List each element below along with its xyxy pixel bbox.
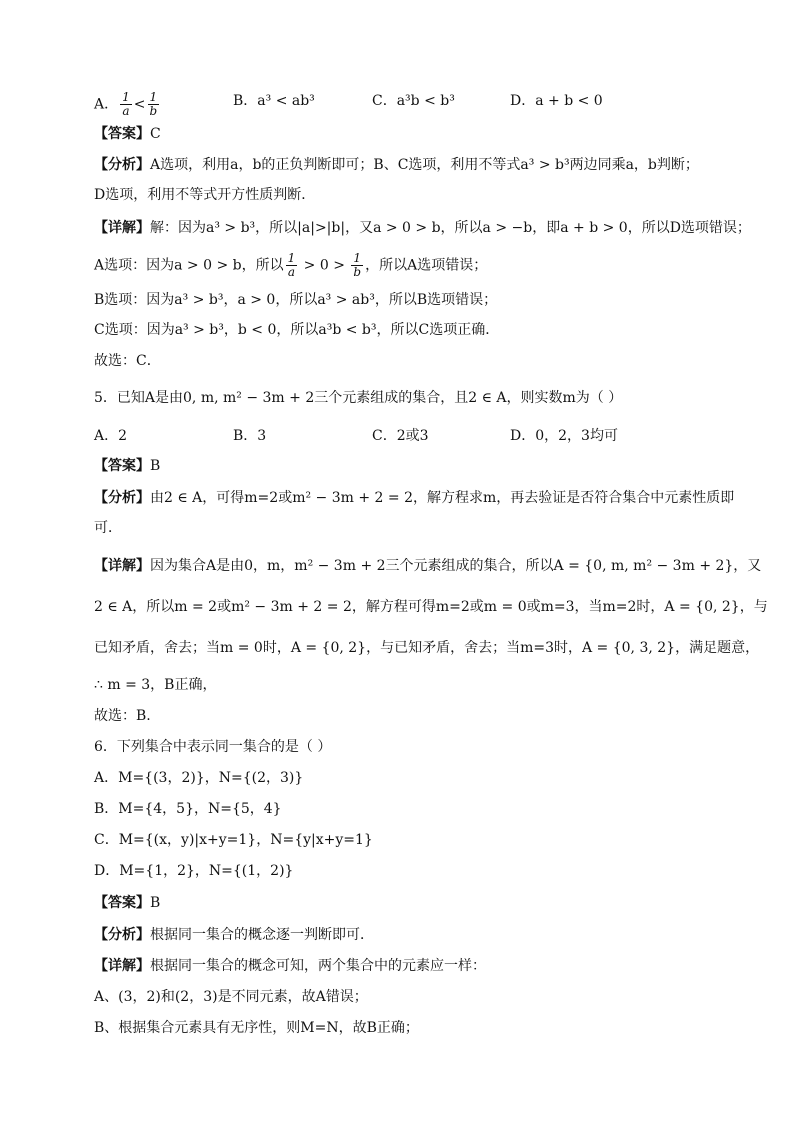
q4-detail-text-1: 解：因为a³ > b³，所以|a|>|b|，又a > 0 > b，所以a > −b，即a + b > 0，所以D选项错误； <box>150 220 751 236</box>
detail-tag: 【详解】 <box>94 220 150 236</box>
q4-detail-frac-a: $\frac{1}{a}$ <box>287 251 296 279</box>
q4-option-a: A． $\frac{1}{a}$ < $\frac{1}{b}$ <box>94 90 158 118</box>
q6-answer-value: B <box>150 895 161 911</box>
answer-tag: 【答案】 <box>94 126 150 142</box>
q5-option-b: B．3 <box>233 428 267 444</box>
q4-detail-text-2-post: ，所以A选项错误； <box>365 257 488 274</box>
detail-tag: 【详解】 <box>94 958 150 974</box>
q4-option-b: B．a³ < ab³ <box>233 93 315 109</box>
q4-analysis-text-1: A选项，利用a，b的正负判断即可；B、C选项，利用不等式a³ > b³两边同乘a，b判断； <box>150 157 699 173</box>
q4-detail-line-1 <box>94 218 751 238</box>
q4-analysis-line-1 <box>94 155 699 175</box>
q4-answer <box>94 124 161 144</box>
q6-analysis <box>94 925 374 945</box>
q4-options-row <box>94 88 694 118</box>
q4-option-d: D．a + b < 0 <box>510 93 603 109</box>
q5-option-c: C．2或3 <box>372 428 429 444</box>
q4-detail-line-2: A选项：因为a > 0 > b，所以 $\frac{1}{a}$ > 0 > $\frac{1}{b}$ ，所以A选项错误； <box>94 251 488 279</box>
q5-choose: 故选：B. <box>94 708 151 724</box>
analysis-tag: 【分析】 <box>94 157 150 173</box>
detail-tag: 【详解】 <box>94 558 150 574</box>
analysis-tag: 【分析】 <box>94 490 150 506</box>
q5-option-d: D．0，2，3均可 <box>510 428 618 444</box>
q6-detail-text-1: 根据同一集合的概念可知，两个集合中的元素应一样： <box>150 958 486 974</box>
q4-detail-line-4: C选项：因为a³ > b³，b < 0，所以a³b < b³，所以C选项正确． <box>94 322 500 338</box>
q5-answer-value: B <box>150 458 161 474</box>
q5-detail-line-4: ∴ m = 3，B正确， <box>94 677 217 693</box>
q4-analysis-line-2: D选项，利用不等式开方性质判断． <box>94 187 316 203</box>
q4-option-a-frac-left: $\frac{1}{a}$ <box>122 90 130 118</box>
q6-option-a: A．M={(3，2)}，N={(2，3)} <box>94 770 304 786</box>
q4-option-a-frac-right: $\frac{1}{b}$ <box>149 90 158 118</box>
q6-stem: 6．下列集合中表示同一集合的是（ ） <box>94 739 332 755</box>
q4-option-c: C．a³b < b³ <box>372 93 455 109</box>
q6-analysis-text: 根据同一集合的概念逐一判断即可． <box>150 927 374 943</box>
q6-detail-line-2: A、(3，2)和(2，3)是不同元素，故A错误； <box>94 989 368 1005</box>
q5-detail-line-3: 已知矛盾，舍去；当m = 0时，A = {0, 2}，与已知矛盾，舍去；当m=3时，A = {0, 3, 2}，满足题意， <box>94 640 760 656</box>
q4-detail-text-2-pre: A选项：因为a > 0 > b，所以 <box>94 257 284 274</box>
analysis-tag: 【分析】 <box>94 927 150 943</box>
q5-detail-line-2: 2 ∈ A，所以m = 2或m² − 3m + 2 = 2，解方程可得m=2或m = 0或m=3，当m=2时，A = {0, 2}，与 <box>94 599 768 615</box>
q5-detail-line-1 <box>94 556 761 576</box>
q4-detail-frac-b: $\frac{1}{b}$ <box>353 251 362 279</box>
q5-detail-text-1: 因为集合A是由0，m，m² − 3m + 2三个元素组成的集合，所以A = {0, m, m² − 3m + 2}，又 <box>150 558 762 574</box>
q6-detail-line-3: B、根据集合元素具有无序性，则M=N，故B正确； <box>94 1020 419 1036</box>
q4-answer-value: C <box>150 126 161 142</box>
q6-option-c: C．M={(x，y)|x+y=1}，N={y|x+y=1} <box>94 832 373 848</box>
q6-detail-line-1 <box>94 956 486 976</box>
answer-tag: 【答案】 <box>94 458 150 474</box>
q5-answer <box>94 456 160 476</box>
q5-analysis-line-2: 可． <box>94 520 122 536</box>
q5-analysis-line-1 <box>94 488 734 508</box>
q5-options-row <box>94 426 694 446</box>
q4-option-a-letter: A． <box>94 96 119 113</box>
q5-option-a: A．2 <box>94 428 128 444</box>
q5-stem: 5．已知A是由0, m, m² − 3m + 2三个元素组成的集合，且2 ∈ A，则实数m为（ ） <box>94 390 623 406</box>
q6-option-d: D．M={1，2}，N={(1，2)} <box>94 863 294 879</box>
q6-option-b: B．M={4，5}，N={5，4} <box>94 801 282 817</box>
q4-detail-line-3: B选项：因为a³ > b³，a > 0，所以a³ > ab³，所以B选项错误； <box>94 292 498 308</box>
q4-choose: 故选：C． <box>94 353 161 369</box>
q5-analysis-text-1: 由2 ∈ A，可得m=2或m² − 3m + 2 = 2，解方程求m，再去验证是否符合集合中元素性质即 <box>150 490 735 506</box>
answer-tag: 【答案】 <box>94 895 150 911</box>
q6-answer <box>94 893 160 913</box>
